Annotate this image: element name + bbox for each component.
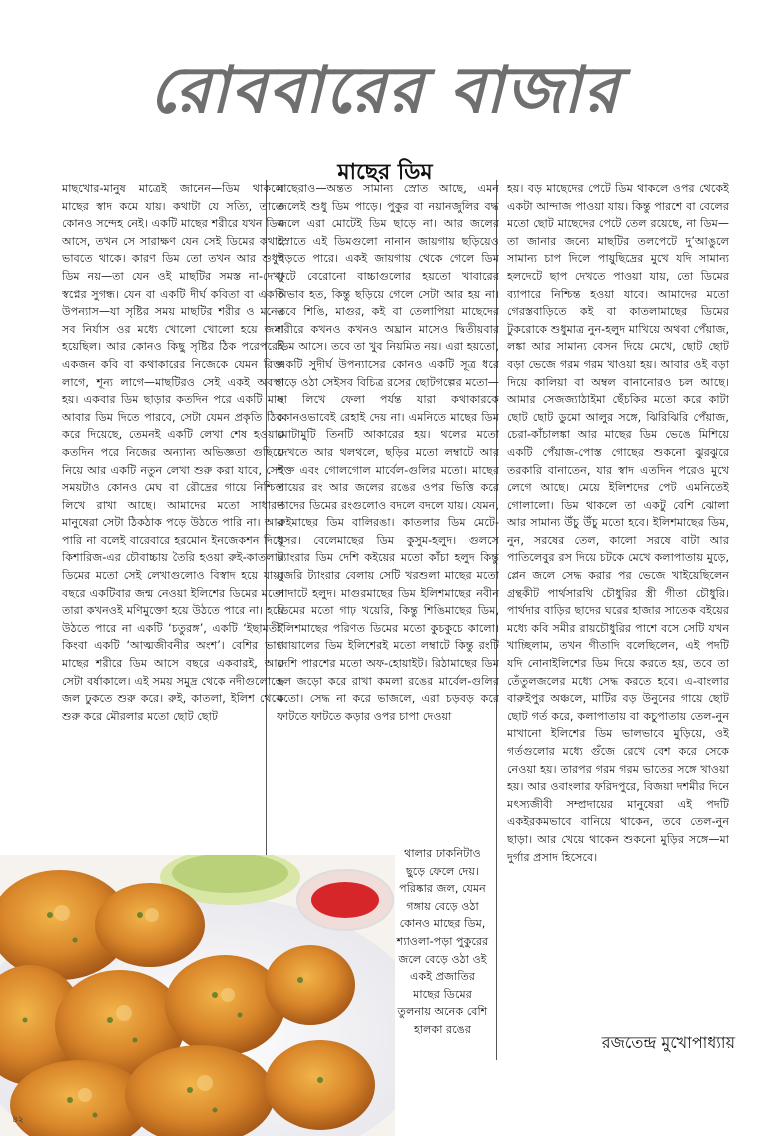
article-column-2-wrap-text: থালার ঢাকনিটাও ছুড়ে ফেলে দেয়। পরিষ্কার জল, যেমন গঙ্গায় বেড়ে ওঠা কোনও মাছের ডিম, শ্যাওলা-পড়া পুকুরের জলে বেড়ে ওঠা ওই একই প্রজাতির মাছের ডিমের তুলনায় অনেক বেশি হালকা রঙের xyxy=(396,847,489,1036)
article-title: মাছের ডিম xyxy=(337,159,433,185)
article-column-2 xyxy=(277,180,499,845)
masthead-title: রোববারের বাজার xyxy=(149,52,621,128)
article-column-2-text: মাছেরাও—অন্তত সামান্য স্রোত আছে, এমন জলেই শুধু ডিম পাড়ে। পুকুর বা নয়ানজুলির বদ্ধ জলে এরা মোটেই ডিম ছাড়ে না। আর জলের স্রোতে এই ডিমগুলো নানান জায়গায় ছড়িয়েও পড়তে পারে। একই জায়গায় থেকে গেলে ডিম ফুটে বেরোনো বাচ্চাগুলোর হয়তো খাবারের অভাব হত, কিন্তু ছড়িয়ে গেলে সেটা আর হয় না। তবে শিঙি, মাগুর, কই বা তেলাপিয়া মাছেদের শরীরে কখনও কখনও অঘ্রান মাসেও দ্বিতীয়বার ডিম আসে। তবে তা খুব নিয়মিত নয়। এরা হয়তো, একটি সুদীর্ঘ উপন্যাসের কোনও একটি সূত্র ধরে গড়ে ওঠা সেইসব বিচিত্র রসের ছোটগল্পের মতো—না লিখে ফেলা পর্যন্ত যারা কথাকারকে কোনওভাবেই রেহাই দেয় না। এমনিতে মাছের ডিম মোটামুটি তিনটি আকারের হয়। থলের মতো দেখতে আর থলথলে, ছড়ির মতো লম্বাটে আর শক্ত এবং গোলগোল মার্বেল-গুলির মতো। মাছের গায়ের রং আর জলের রঙের ওপর ভিত্তি করে তাদের ডিমের রংগুলোও বদলে বদলে যায়। যেমন, রুইমাছের ডিম বালিরঙা। কাতলার ডিম মেটে-ধূসর। বেলেমাছের ডিম কুসুম-হলুদ। গুলসে ট্যাংরার ডিম দেশি কইয়ের মতো কাঁচা হলুদ কিন্তু বুজরি ট্যাংরার বেলায় সেটি খরশুলা মাছের মতো সাদাটে হলুদ। মাগুরমাছের ডিম ইলিশমাছের নবীন ডিমের মতো গাঢ় খয়েরি, কিন্তু শিঙিমাছের ডিম, ইলিশমাছের পরিণত ডিমের মতো কুচকুচে কালো। বোয়ালের ডিম ইলিশেরই মতো লম্বাটে কিন্তু রংটি দেশি পারশের মতো অফ-হোয়াইট। রিঠামাছের ডিম হল জড়ো করে রাখা কমলা রঙের মার্বেল-গুলির মতো। সেদ্ধ না করে ভাজলে, এরা চড়বড় করে ফাটতে ফাটতে কড়ার ওপর চাপা দেওয়া xyxy=(277,182,499,723)
author-byline: রজতেন্দ্র মুখোপাধ্যায় xyxy=(601,1033,735,1052)
page-number: ৪২ xyxy=(12,1115,24,1125)
article-column-1-text: মাছখোর-মানুষ মাত্রেই জানেন—ডিম থাকলে মাছের স্বাদ কমে যায়। কথাটা যে সত্যি, তাতে কোনও সন্দেহ নেই। একটি মাছের শরীরে যখন ডিম আসে, তখন সে সারাক্ষণ যেন সেই ডিমের কথাই ভাবতে থাকে। কারণ ডিম তো তখন আর শুধুই ডিম নয়—তা যেন ওই মাছটির সমস্ত না-দেখা স্বপ্নের সুগন্ধ। যেন বা একটি দীর্ঘ কবিতা বা একটি উপন্যাস—যা সৃষ্টির সময় মাছটির শরীর ও মনের সব নির্যাস ওর মধ্যে খোলো খোলো হয়ে জমা হয়েছিল। আর কোনও কিছু সৃষ্টির ঠিক পরেপরেই একজন কবি বা কথাকারের নিজেকে যেমন রিক্ত লাগে, শূন্য লাগে—মাছটিরও সেই একই অবস্থা হয়। একবার ডিম ছাড়ার কতদিন পরে একটি মাছ আবার ডিম দিতে পারবে, সেটা যেমন প্রকৃতি ঠিক করে দিয়েছে, তেমনই একটি লেখা শেষ হওয়ার কতদিন পরে নিজের অন্যান্য অভিজ্ঞতা গুছিয়ে নিয়ে আর একটি নতুন লেখা শুরু করা যাবে, সেই সময়টাও কোনও মেঘ বা রৌদ্রের গায়ে নিশ্চিত লিখে রাখা আছে। আমাদের মতো সাধারণ মানুষেরা সেটা ঠিকঠাক পড়ে উঠতে পারি না। আর পারি না বলেই বারেবারে হরমোন ইনজেকশন দিয়ে কিশারিজ-এর চৌবাচ্চায় তৈরি হওয়া রুই-কাতলার ডিমের মতো সেই লেখাগুলোও বিস্বাদ হয়ে যায়। বছরে একটিবার জন্ম নেওয়া ইলিশের ডিমের মতো তারা কখনওই মণিমুক্তো হয়ে উঠতে পারে না। হয়ে উঠতে পারে না একটি ‘চতুরঙ্গ’, একটি ‘ইছামতী’ কিংবা একটি ‘আত্মজীবনীর অংশ’। বেশির ভাগ মাছের শরীরে ডিম আসে বছরে একবারই, আর সেটা বর্ষাকালে। এই সময় সমুদ্র থেকে নদীগুলোতে জল ঢুকতে শুরু করে। রুই, কাতলা, ইলিশ থেকে শুরু করে মৌরলার মতো ছোট ছোট xyxy=(62,182,284,723)
article-column-3 xyxy=(507,180,729,1020)
article-column-1 xyxy=(62,180,284,860)
food-photo xyxy=(0,855,395,1136)
masthead xyxy=(0,40,770,150)
fried-fish-roe-fritters-photo xyxy=(0,855,395,1136)
article-column-3-text: হয়। বড় মাছেদের পেটে ডিম থাকলে ওপর থেকেই একটা আন্দাজ পাওয়া যায়। কিন্তু পারশে বা বেলের মতো ছোট মাছেদের পেটে তেল রয়েছে, না ডিম—তা জানার জন্যে মাছটির তলপেটে দু’আঙুলে সামান্য চাপ দিলে পায়ুছিদ্রের মুখে যদি সামান্য হলদেটে ছাপ দেখতে পাওয়া যায়, তো ডিমের ব্যাপারে নিশ্চিন্ত হওয়া যাবে। আমাদের মতো গেরস্তবাড়িতে কই বা কাতলামাছের ডিমের টুকরোকে শুধুমাত্র নুন-হলুদ মাখিয়ে অথবা পেঁয়াজ, লঙ্কা আর সামান্য বেসন দিয়ে মেখে, ছোট ছোট বড়া ভেজে গরম গরম খাওয়া হয়। আবার ওই বড়া দিয়ে কালিয়া বা অম্বল বানানোরও চল আছে। আমার সেজজ্যাঠাইমা ছেঁচকির মতো করে কাটা ছোট ছোট ডুমো আলুর সঙ্গে, ঝিরিঝিরি পেঁয়াজ, চেরা-কাঁচালঙ্কা আর মাছের ডিম ভেঙে মিশিয়ে একটি পেঁয়াজ-পোস্ত গোছের শুকনো ঝুরঝুরে তরকারি বানাতেন, যার স্বাদ এতদিন পরেও মুখে লেগে আছে। মেয়ে ইলিশদের পেট এমনিতেই গোলালো। ডিম থাকলে তা একটু বেশি ঝোলা আর সামান্য উঁচু উঁচু মতো হবে। ইলিশমাছের ডিম, নুন, সরষের তেল, কালো সরষে বাটা আর পাতিলেবুর রস দিয়ে চটকে মেখে কলাপাতায় মুড়ে, প্লেন জলে সেদ্ধ করার পর ভেজে খাইয়েছিলেন গ্রন্থকীট পার্থসারথি চৌধুরির স্ত্রী গীতা চৌধুরি। পার্থদার বাড়ির ছাদের ঘরের হাজার সাতেক বইয়ের মধ্যে কবি সমীর রায়চৌধুরির পাশে বসে সেটি যখন খাচ্ছিলাম, তখন গীতাদি বলেছিলেন, এই পদটি যদি নোনাইলিশের ডিম দিয়ে করতে হয়, তবে তা তেঁতুলজলের মধ্যে সেদ্ধ করতে হবে। এ-বাংলার বারুইপুর অঞ্চলে, মাটির বড় উনুনের গায়ে ছোট ছোট গর্ত করে, কলাপাতায় বা কচুপাতায় তেল-নুন মাখানো ইলিশের ডিম ভালভাবে মুড়িয়ে, ওই গর্তগুলোর মধ্যে গুঁজে রেখে বেশ করে সেকে নেওয়া হয়। তারপর গরম গরম ভাতের সঙ্গে খাওয়া হয়। আর ওবাংলার ফরিদপুরে, বিজয়া দশমীর দিনে মৎস্যজীবী সম্প্রদায়ের মানুষেরা এই পদটি একইরকমভাবে বানিয়ে থাকেন, তবে তেল-নুন ছাড়া। আর খেয়ে থাকেন শুকনো মুড়ির সঙ্গে—মা দুর্গার প্রসাদ হিসেবে। xyxy=(507,182,729,864)
article-column-2-wrap xyxy=(395,845,490,1060)
